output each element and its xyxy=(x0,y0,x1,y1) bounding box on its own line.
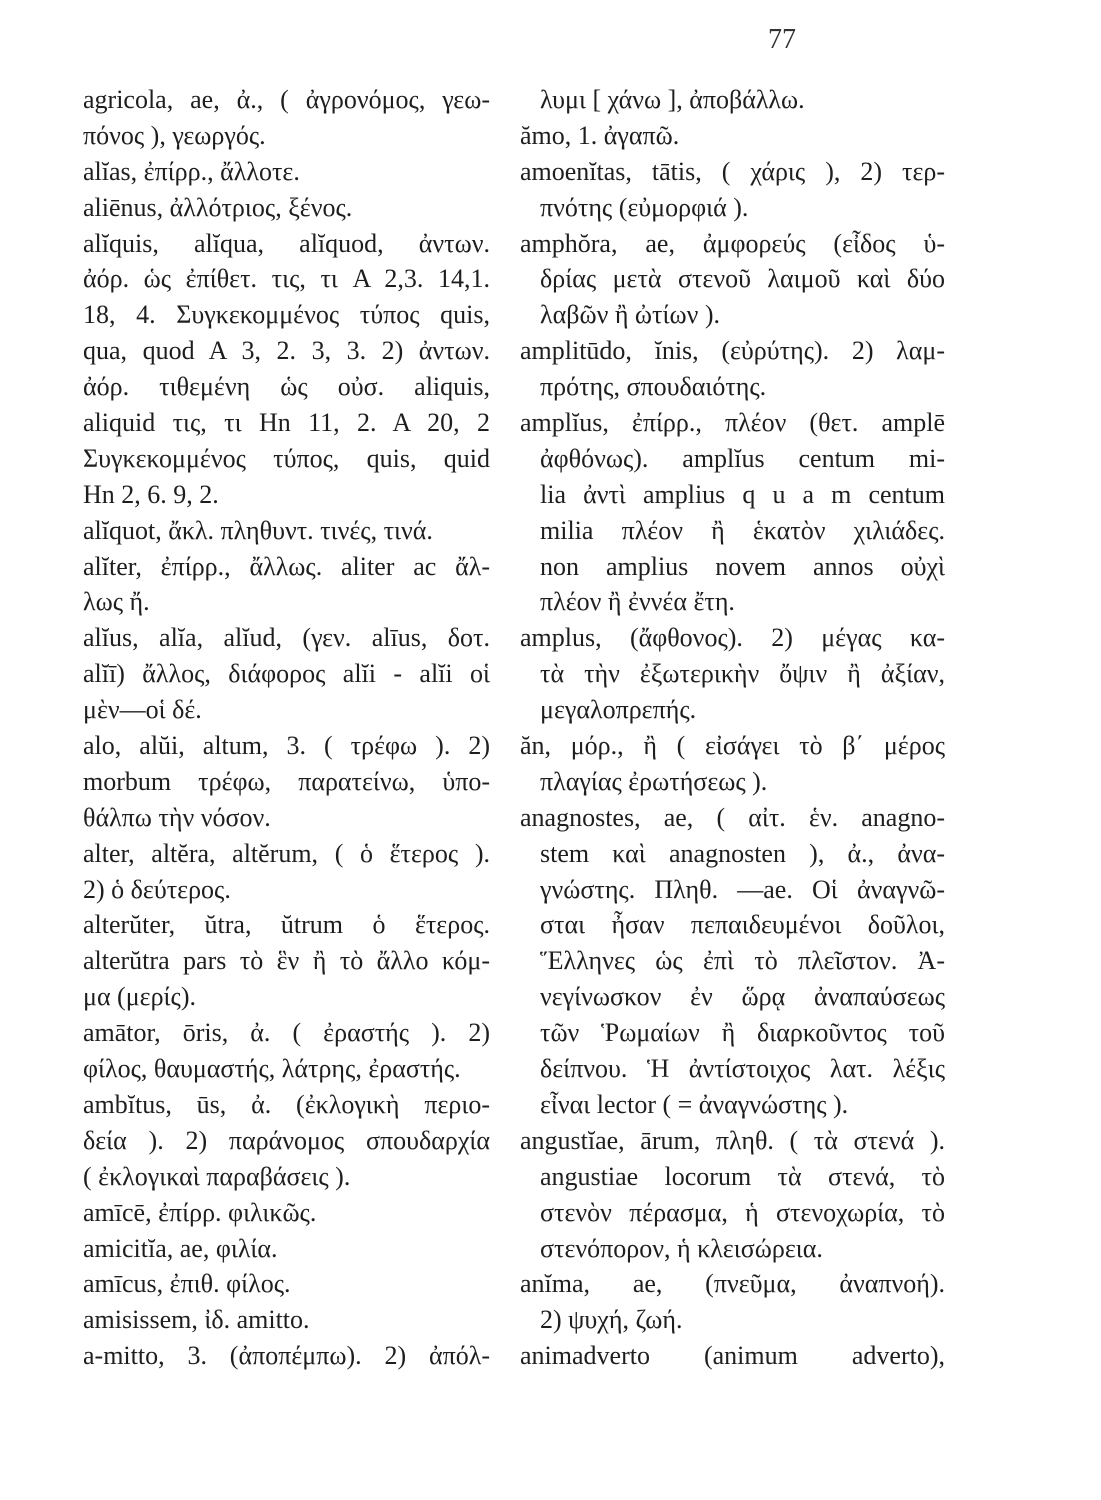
entry-continuation-line: σται ἦσαν πεπαιδευμένοι δοῦλοι, xyxy=(540,910,945,940)
entry-continuation-line: δρίας μετὰ στενοῦ λαιμοῦ καὶ δύο xyxy=(540,264,945,294)
dictionary-entry xyxy=(83,907,490,1015)
dictionary-entry xyxy=(83,1266,490,1302)
entry-continuation-line: νεγίνωσκον ἐν ὥρᾳ ἀναπαύσεως xyxy=(540,982,945,1012)
entry-continuation-line: πλαγίας ἐρωτήσεως ). xyxy=(540,766,768,796)
dictionary-entry xyxy=(520,226,945,334)
entry-continuation-line: λως ἤ. xyxy=(83,587,150,617)
entry-continuation-line: Hn 2, 6. 9, 2. xyxy=(83,479,219,509)
dictionary-entry xyxy=(520,800,945,1123)
entry-headline: amicitĭa, ae, φιλία. xyxy=(83,1233,278,1263)
dictionary-entry xyxy=(520,154,945,226)
dictionary-entry xyxy=(520,1123,945,1267)
entry-continuation-line: δείπνου. Ἡ ἀντίστοιχος λατ. λέξις xyxy=(540,1054,945,1084)
dictionary-entry xyxy=(83,836,490,908)
entry-headline: amphŏra, ae, ἀμφορεύς (εἶδος ὑ- xyxy=(520,228,945,258)
entry-continuation-line: ἀόρ. τιθεμένη ὡς οὐσ. aliquis, xyxy=(83,372,490,402)
entry-continuation-line: Ἕλληνες ὡς ἐπὶ τὸ πλεῖστον. Ἀ- xyxy=(540,946,945,976)
entry-headline: amplitūdo, ĭnis, (εὐρύτης). 2) λαμ- xyxy=(520,336,945,366)
dictionary-entry xyxy=(83,620,490,728)
dictionary-entry xyxy=(83,1087,490,1195)
entry-continuation-line: Συγκεκομμένος τύπος, quis, quid xyxy=(83,443,490,473)
entry-headline: anagnostes, ae, ( αἰτ. ἑν. anagno- xyxy=(520,802,945,832)
dictionary-entry xyxy=(520,405,945,620)
entry-headline: alĭter, ἐπίρρ., ἄλλως. aliter ac ἄλ- xyxy=(83,551,490,581)
entry-continuation-line: τὰ τὴν ἐξωτερικὴν ὄψιν ἢ ἀξίαν, xyxy=(540,659,945,689)
entry-continuation-line: πλέον ἢ ἐννέα ἔτη. xyxy=(540,587,735,617)
entry-continuation-line: θάλπω τὴν νόσον. xyxy=(83,802,271,832)
entry-headline: alĭas, ἐπίρρ., ἄλλοτε. xyxy=(83,156,300,186)
entry-headline: amplĭus, ἐπίρρ., πλέον (θετ. amplē xyxy=(520,408,945,438)
entry-continuation-line: λαβῶν ἢ ὠτίων ). xyxy=(540,300,721,330)
entry-continuation-line: στενὸν πέρασμα, ἡ στενοχωρία, τὸ xyxy=(540,1197,945,1227)
entry-continuation-line: alĭī) ἄλλος, διάφορος alĭi - alĭi οἱ xyxy=(83,659,490,689)
entry-headline: amīcus, ἐπιθ. φίλος. xyxy=(83,1269,291,1299)
entry-headline: anĭma, ae, (πνεῦμα, ἀναπνοή). xyxy=(520,1269,945,1299)
entry-continuation-line: μεγαλοπρεπής. xyxy=(540,695,697,725)
entry-continuation-line: qua, quod A 3, 2. 3, 3. 2) ἀντων. xyxy=(83,336,490,366)
entry-headline: amātor, ōris, ἀ. ( ἐραστής ). 2) xyxy=(83,1018,490,1048)
entry-continuation-line: alterŭtra pars τὸ ἓν ἢ τὸ ἄλλο κόμ- xyxy=(83,946,490,976)
entry-continuation-line: εἶναι lector ( = ἀναγνώστης ). xyxy=(540,1089,849,1119)
entry-headline: angustĭae, ārum, πληθ. ( τὰ στενά ). xyxy=(520,1125,945,1155)
entry-headline: a-mitto, 3. (ἀποπέμπω). 2) ἀπόλ- xyxy=(83,1341,490,1371)
entry-headline: ambĭtus, ūs, ἀ. (ἐκλογικὴ περιο- xyxy=(83,1089,490,1119)
entry-headline: amplus, (ἄφθονος). 2) μέγας κα- xyxy=(520,623,945,653)
entry-continuation-line: lia ἀντὶ amplius q u a m centum xyxy=(540,479,945,509)
entry-headline: agricola, ae, ἀ., ( ἀγρονόμος, γεω- xyxy=(83,85,490,114)
entry-continuation-line: πόνος ), γεωργός. xyxy=(83,120,266,150)
dictionary-entry xyxy=(520,620,945,728)
entry-continuation-line: στενόπορον, ἡ κλεισώρεια. xyxy=(540,1233,823,1263)
page-number: 77 xyxy=(768,24,796,55)
entry-headline: alter, altĕra, altĕrum, ( ὁ ἕτερος ). xyxy=(83,838,490,868)
dictionary-entry xyxy=(520,118,945,154)
dictionary-entry xyxy=(83,82,490,154)
entry-continuation-line: angustiae locorum τὰ στενά, τὸ xyxy=(540,1161,945,1191)
dictionary-entry xyxy=(83,190,490,226)
entry-headline: amīcē, ἐπίρρ. φιλικῶς. xyxy=(83,1197,317,1227)
entry-continuation-line: aliquid τις, τι Hn 11, 2. A 20, 2 xyxy=(83,408,490,438)
dictionary-entry xyxy=(520,82,945,118)
entry-continuation-line: 2) ὁ δεύτερος. xyxy=(83,874,231,904)
entry-headline: alo, alŭi, altum, 3. ( τρέφω ). 2) xyxy=(83,731,490,761)
dictionary-entry xyxy=(83,513,490,549)
entry-continuation-line: non amplius novem annos οὐχὶ xyxy=(540,551,945,581)
dictionary-entry xyxy=(83,1195,490,1231)
entry-continuation-line: μα (μερίς). xyxy=(83,982,197,1012)
entry-continuation-line: ἀφθόνως). amplĭus centum mi- xyxy=(540,443,945,473)
entry-continuation-line: γνώστης. Πληθ. —ae. Οἱ ἀναγνῶ- xyxy=(540,874,945,904)
entry-continuation-line: 2) ψυχή, ζωή. xyxy=(540,1305,683,1335)
entry-continuation-line: morbum τρέφω, παρατείνω, ὑπο- xyxy=(83,766,490,796)
dictionary-entry xyxy=(520,1338,945,1374)
entry-continuation-line: δεία ). 2) παράνομος σπουδαρχία xyxy=(83,1125,490,1155)
entry-continuation-line: φίλος, θαυμαστής, λάτρης, ἐραστής. xyxy=(83,1054,461,1084)
dictionary-entry xyxy=(83,1231,490,1267)
entry-continuation-line: stem καὶ anagnosten ), ἀ., ἀνα- xyxy=(540,838,945,868)
entry-continuation-line: ἀόρ. ὡς ἐπίθετ. τις, τι A 2,3. 14,1. xyxy=(83,264,490,294)
dictionary-entry xyxy=(520,1266,945,1338)
entry-headline: ăn, μόρ., ἢ ( εἰσάγει τὸ β΄ μέρος xyxy=(520,731,945,761)
dictionary-entry xyxy=(83,154,490,190)
dictionary-entry xyxy=(520,728,945,800)
dictionary-entry xyxy=(520,333,945,405)
dictionary-column-left xyxy=(83,82,490,1374)
entry-headline: ămo, 1. ἀγαπῶ. xyxy=(520,120,680,150)
dictionary-entry xyxy=(83,728,490,836)
entry-headline: alĭus, alĭa, alĭud, (γεν. alīus, δοτ. xyxy=(83,623,490,653)
entry-continuation-line: πρότης, σπουδαιότης. xyxy=(540,372,767,402)
entry-continuation-line: τῶν Ῥωμαίων ἢ διαρκοῦντος τοῦ xyxy=(540,1018,945,1048)
entry-headline: aliēnus, ἀλλότριος, ξένος. xyxy=(83,192,353,222)
entry-continuation-line: λυμι [ χάνω ], ἀποβάλλω. xyxy=(540,85,805,114)
dictionary-entry xyxy=(83,226,490,513)
entry-continuation-line: ( ἐκλογικαὶ παραβάσεις ). xyxy=(83,1161,351,1191)
entry-headline: alĭquis, alĭqua, alĭquod, ἀντων. xyxy=(83,228,490,258)
entry-headline: amoenĭtas, tātis, ( χάρις ), 2) τερ- xyxy=(520,156,945,186)
entry-continuation-line: μὲν—οἱ δέ. xyxy=(83,695,202,725)
entry-headline: animadverto (animum adverto), xyxy=(520,1341,945,1371)
entry-headline: alterŭter, ŭtra, ŭtrum ὁ ἕτερος. xyxy=(83,910,490,940)
entry-continuation-line: πνότης (εὐμορφιά ). xyxy=(540,192,749,222)
entry-continuation-line: 18, 4. Συγκεκομμένος τύπος quis, xyxy=(83,300,490,330)
entry-continuation-line: milia πλέον ἢ ἑκατὸν χιλιάδες. xyxy=(540,515,945,545)
dictionary-entry xyxy=(83,549,490,621)
dictionary-entry xyxy=(83,1338,490,1374)
dictionary-entry xyxy=(83,1015,490,1087)
entry-headline: alĭquot, ἄκλ. πληθυντ. τινές, τινά. xyxy=(83,515,433,545)
dictionary-entry xyxy=(83,1302,490,1338)
entry-headline: amisissem, ἰδ. amitto. xyxy=(83,1305,310,1335)
dictionary-column-right xyxy=(520,82,945,1374)
